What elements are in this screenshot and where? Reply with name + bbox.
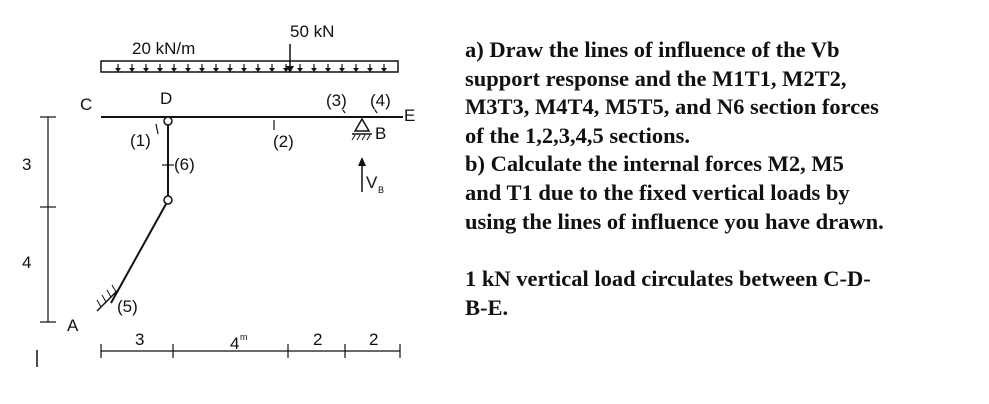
vertical-dimension [40, 117, 56, 322]
node-e-label: E [404, 106, 416, 125]
node-c-label: C [80, 95, 93, 114]
reaction-arrow-vb [358, 157, 366, 192]
part-a-line-2: support response and the M1T1, M2T2, [465, 65, 847, 91]
node-d-label: D [160, 89, 173, 108]
dim-horizontal-4: 2 [369, 330, 379, 349]
dim-horizontal-3: 2 [313, 330, 323, 349]
section-4-label: (4) [370, 91, 391, 110]
point-load-label: 50 kN [290, 22, 335, 41]
reaction-label-subscript: B [378, 185, 385, 195]
distributed-load [101, 61, 398, 72]
dim-horizontal-1: 3 [135, 330, 145, 349]
section-2-label: (2) [273, 132, 294, 151]
section-6-label: (6) [174, 155, 195, 174]
distributed-load-label: 20 kN/m [132, 39, 196, 58]
dim-horizontal-2: 4 [230, 334, 240, 353]
strut-a [111, 204, 166, 303]
section-5-label: (5) [117, 297, 138, 316]
note-line-2: B-E. [465, 294, 509, 320]
roller-support-b [352, 119, 372, 140]
part-b-line-1: b) Calculate the internal forces M2, M5 [465, 151, 844, 177]
note-line-1: 1 kN vertical load circulates between C-D- [465, 266, 871, 292]
reaction-label-v: V [366, 173, 378, 192]
dim-horizontal-unit: m [240, 332, 248, 342]
section-1-label: (1) [130, 131, 151, 150]
part-a-line-4: of the 1,2,3,4,5 sections. [465, 122, 690, 148]
node-a-label: A [67, 316, 79, 335]
horizontal-dimension [101, 344, 400, 358]
hinge-d-bottom [164, 196, 172, 204]
part-a-line-3: M3T3, M4T4, M5T5, and N6 section forces [465, 94, 879, 120]
section-3-label: (3) [326, 91, 347, 110]
part-b-line-2: and T1 due to the fixed vertical loads by [465, 179, 850, 205]
structure-diagram [0, 0, 460, 404]
dim-vertical-upper: 3 [22, 155, 32, 174]
hinge-d-top [164, 117, 172, 125]
node-b-label: B [375, 124, 387, 143]
dim-vertical-lower: 4 [22, 253, 32, 272]
problem-statement [465, 36, 985, 322]
part-b-line-3: using the lines of influence you have drawn. [465, 208, 884, 234]
part-a-line-1: a) Draw the lines of influence of the Vb [465, 37, 840, 62]
